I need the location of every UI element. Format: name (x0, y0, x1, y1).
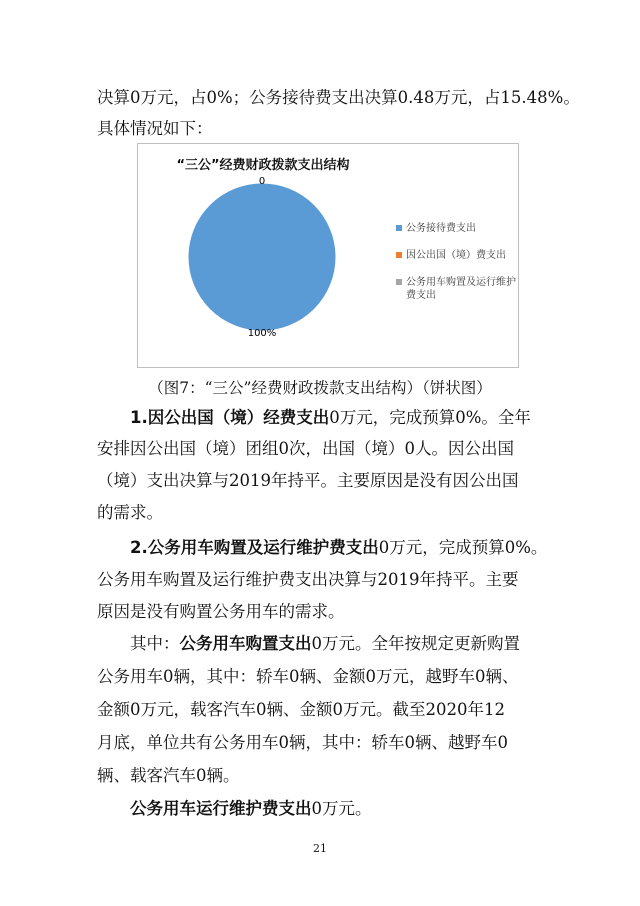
legend-label: 公务接待费支出 (406, 223, 476, 234)
page-number: 21 (313, 842, 327, 855)
data-label-100: 100% (247, 328, 277, 339)
paragraph-line: 具体情况如下： (97, 119, 213, 138)
section-text: 0万元。全年按规定更新购置 (311, 634, 520, 653)
data-label-zero: 0 (258, 176, 266, 187)
pie-slice-0 (188, 183, 336, 331)
paragraph-line: 安排因公出国（境）团组0次，出国（境）0人。因公出国 (97, 439, 514, 458)
figure-caption: （图7：“三公”经费财政拨款支出结构）（饼状图） (148, 379, 492, 397)
paragraph-line: 的需求。 (97, 503, 163, 522)
pie-svg (138, 144, 388, 367)
paragraph-line (130, 633, 520, 655)
paragraph-line: 金额0万元，载客汽车0辆、金额0万元。截至2020年12 (97, 700, 505, 719)
section-text: 0万元，完成预算0%。全年 (329, 408, 531, 427)
section-text: 0万元，完成预算0%。 (378, 538, 548, 557)
section-heading: 1.因公出国（境）经费支出 (130, 408, 330, 427)
paragraph-line (130, 537, 547, 559)
section-prefix: 其中： (130, 634, 180, 653)
paragraph-line (130, 407, 531, 429)
paragraph-line: 公务用车0辆，其中：轿车0辆、金额0万元，越野车0辆、 (97, 667, 519, 686)
legend-swatch (396, 225, 402, 231)
legend-item (396, 276, 524, 302)
section-heading: 公务用车运行维护费支出 (130, 799, 312, 818)
paragraph-line: 决算0万元，占0%；公务接待费支出决算0.48万元，占15.48%。 (97, 88, 580, 107)
chart-legend (396, 222, 524, 316)
legend-label: 公务用车购置及运行维护费支出 (406, 277, 516, 301)
section-text: 0万元。 (311, 799, 372, 818)
paragraph-line: 公务用车购置及运行维护费支出决算与2019年持平。主要 (97, 570, 519, 589)
paragraph-line: 辆、载客汽车0辆。 (97, 766, 240, 785)
legend-item (396, 249, 524, 262)
paragraph-line: 原因是没有购置公务用车的需求。 (97, 602, 345, 621)
chart-title: “三公”经费财政拨款支出结构 (176, 158, 350, 173)
legend-swatch (396, 252, 402, 258)
paragraph-line: 月底，单位共有公务用车0辆，其中：轿车0辆、越野车0 (97, 733, 508, 752)
paragraph-line (130, 798, 372, 820)
paragraph-line: （境）支出决算与2019年持平。主要原因是没有因公出国 (97, 471, 519, 490)
pie-chart (137, 143, 519, 368)
section-heading: 2.公务用车购置及运行维护费支出 (130, 538, 379, 557)
legend-label: 因公出国（境）费支出 (406, 250, 506, 261)
legend-item (396, 222, 524, 235)
legend-swatch (396, 279, 402, 285)
section-heading: 公务用车购置支出 (179, 634, 312, 653)
